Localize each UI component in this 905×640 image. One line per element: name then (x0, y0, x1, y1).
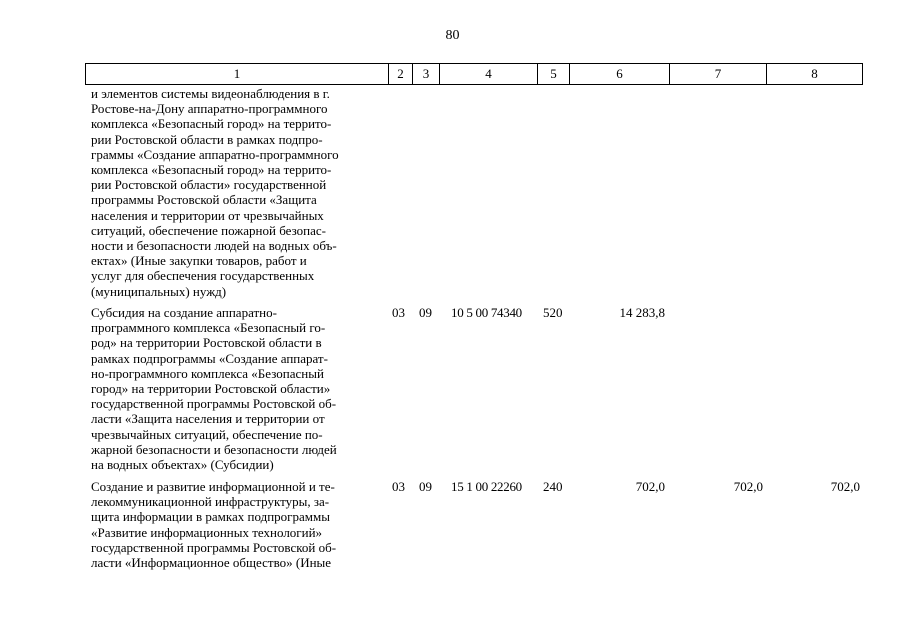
header-col-2: 2 (388, 64, 412, 84)
row-target-article-code: 15 1 00 22260 (451, 479, 522, 494)
table-header (85, 63, 863, 85)
row-section-code: 03 (392, 305, 405, 320)
header-col-4: 4 (439, 64, 537, 84)
row-description: Создание и развитие информационной и те- лекоммуникационной инфраструктуры, за- щита информации в рамках подпрограммы «Развитие информационных технологий» государственной программы Ростовской об- ласти «Информационное общество» (Иные (91, 479, 337, 571)
row-amount-year-2: 702,0 (733, 479, 763, 494)
header-col-3: 3 (412, 64, 439, 84)
header-col-8: 8 (766, 64, 862, 84)
row-amount-year-1: 702,0 (635, 479, 665, 494)
row-amount-year-1: 14 283,8 (619, 305, 665, 320)
page-number: 80 (445, 28, 460, 43)
row-description: и элементов системы видеонаблюдения в г. Ростове-на-Дону аппаратно-программного комплекса «Безопасный город» на террито- рии Ростовской области в рамках подпро- граммы «Создание аппаратно-программного комплекса «Безопасный город» на террито- рии Ростовской области» государственной программы Ростовской области «Защита населения и территории от чрезвычайных ситуаций, обеспечение пожарной безопас- ности и безопасности людей на водных объ- ектах» (Иные закупки товаров, работ и услуг для обеспечения государственных (муниципальных) нужд) (91, 86, 339, 299)
row-expense-type-code: 240 (543, 479, 563, 494)
row-expense-type-code: 520 (543, 305, 563, 320)
row-subsection-code: 09 (419, 305, 432, 320)
row-amount-year-3: 702,0 (830, 479, 860, 494)
row-subsection-code: 09 (419, 479, 432, 494)
header-col-5: 5 (537, 64, 569, 84)
row-description: Субсидия на создание аппаратно- программного комплекса «Безопасный го- род» на территории Ростовской области в рамках подпрограммы «Создание аппарат- но-программного комплекса «Безопасный город» на территории Ростовской области» государственной программы Ростовской об- ласти «Защита населения и территории от чрезвычайных ситуаций, обеспечение по- жарной безопасности и безопасности людей на водных объектах» (Субсидии) (91, 305, 337, 473)
row-target-article-code: 10 5 00 74340 (451, 305, 522, 320)
header-col-6: 6 (569, 64, 669, 84)
header-col-7: 7 (669, 64, 766, 84)
row-section-code: 03 (392, 479, 405, 494)
header-col-1: 1 (233, 66, 241, 81)
